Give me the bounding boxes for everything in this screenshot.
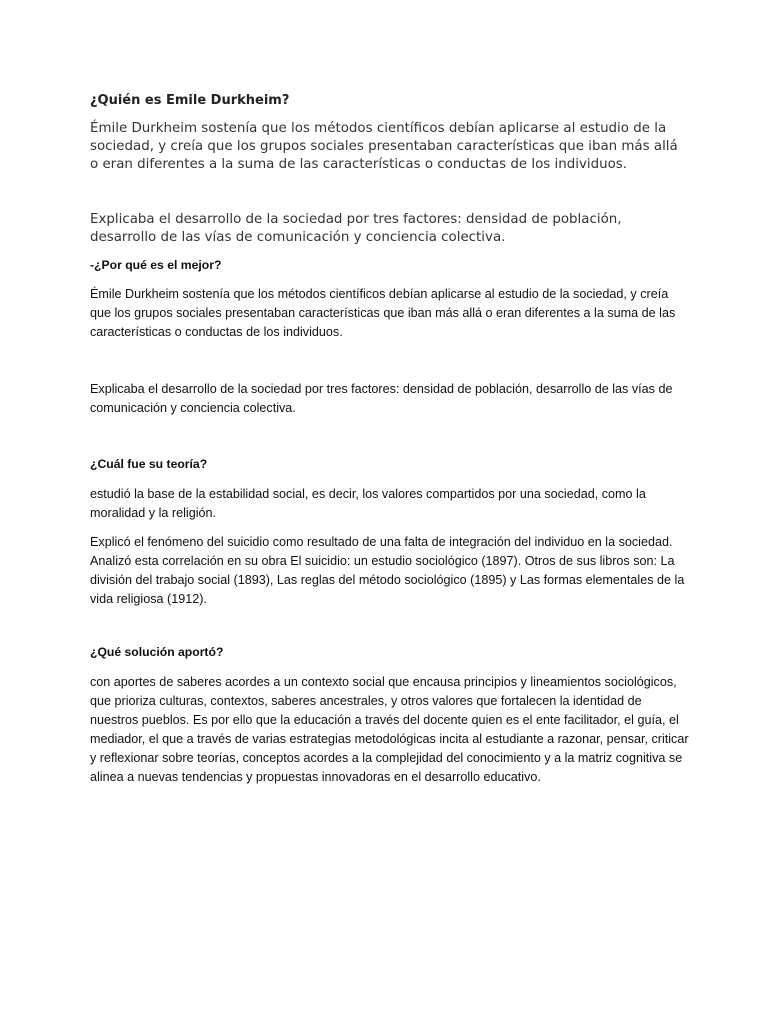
theory-heading: ¿Cuál fue su teoría? (90, 457, 208, 471)
solution-paragraph: con aportes de saberes acordes a un contexto social que encausa principios y lineamientos sociológicos, que prioriza culturas, contextos, saberes ancestrales, y otros valores que fortalecen la identidad de nuestros pueblos. Es por ello que la educación a través del docente quien es el ente facilitador, el guía, el mediador, el que a través de varias estrategias metodológicas incita al estudiante a razonar, pensar, criticar y reflexionar sobre teorías, conceptos acordes a la complejidad del conocimiento y a la matriz cognitiva se alinea a nuevas tendencias y propuestas innovadoras en el desarrollo educativo. (90, 675, 689, 784)
why-paragraph-2: Explicaba el desarrollo de la sociedad por tres factores: densidad de población, desarrollo de las vías de comunicación y conciencia colectiva. (90, 382, 673, 415)
theory-paragraph-1: estudió la base de la estabilidad social, es decir, los valores compartidos por una sociedad, como la moralidad y la religión. (90, 487, 646, 520)
page-title: ¿Quién es Emile Durkheim? (90, 93, 290, 108)
intro-paragraph-2: Explicaba el desarrollo de la sociedad por tres factores: densidad de población, desarrollo de las vías de comunicación y conciencia colectiva. (90, 212, 622, 245)
theory-paragraph-2: Explicó el fenómeno del suicidio como resultado de una falta de integración del individuo en la sociedad. Analizó esta correlación en su obra El suicidio: un estudio sociológico (1897). Otros de sus libros son: La división del trabajo social (1893), Las reglas del método sociológico (1895) y Las formas elementales de la vida religiosa (1912). (90, 535, 685, 606)
why-heading: -¿Por qué es el mejor? (90, 258, 222, 272)
why-paragraph-1: Émile Durkheim sostenía que los métodos científicos debían aplicarse al estudio de la sociedad, y creía que los grupos sociales presentaban características que iban más allá o eran diferentes a la suma de las características o conductas de los individuos. (90, 287, 676, 339)
solution-heading: ¿Qué solución aportó? (90, 645, 224, 659)
document-body (90, 92, 690, 787)
intro-paragraph-1: Émile Durkheim sostenía que los métodos científicos debían aplicarse al estudio de la sociedad, y creía que los grupos sociales presentaban características que iban más allá o eran diferentes a la suma de las características o conductas de los individuos. (90, 121, 678, 172)
